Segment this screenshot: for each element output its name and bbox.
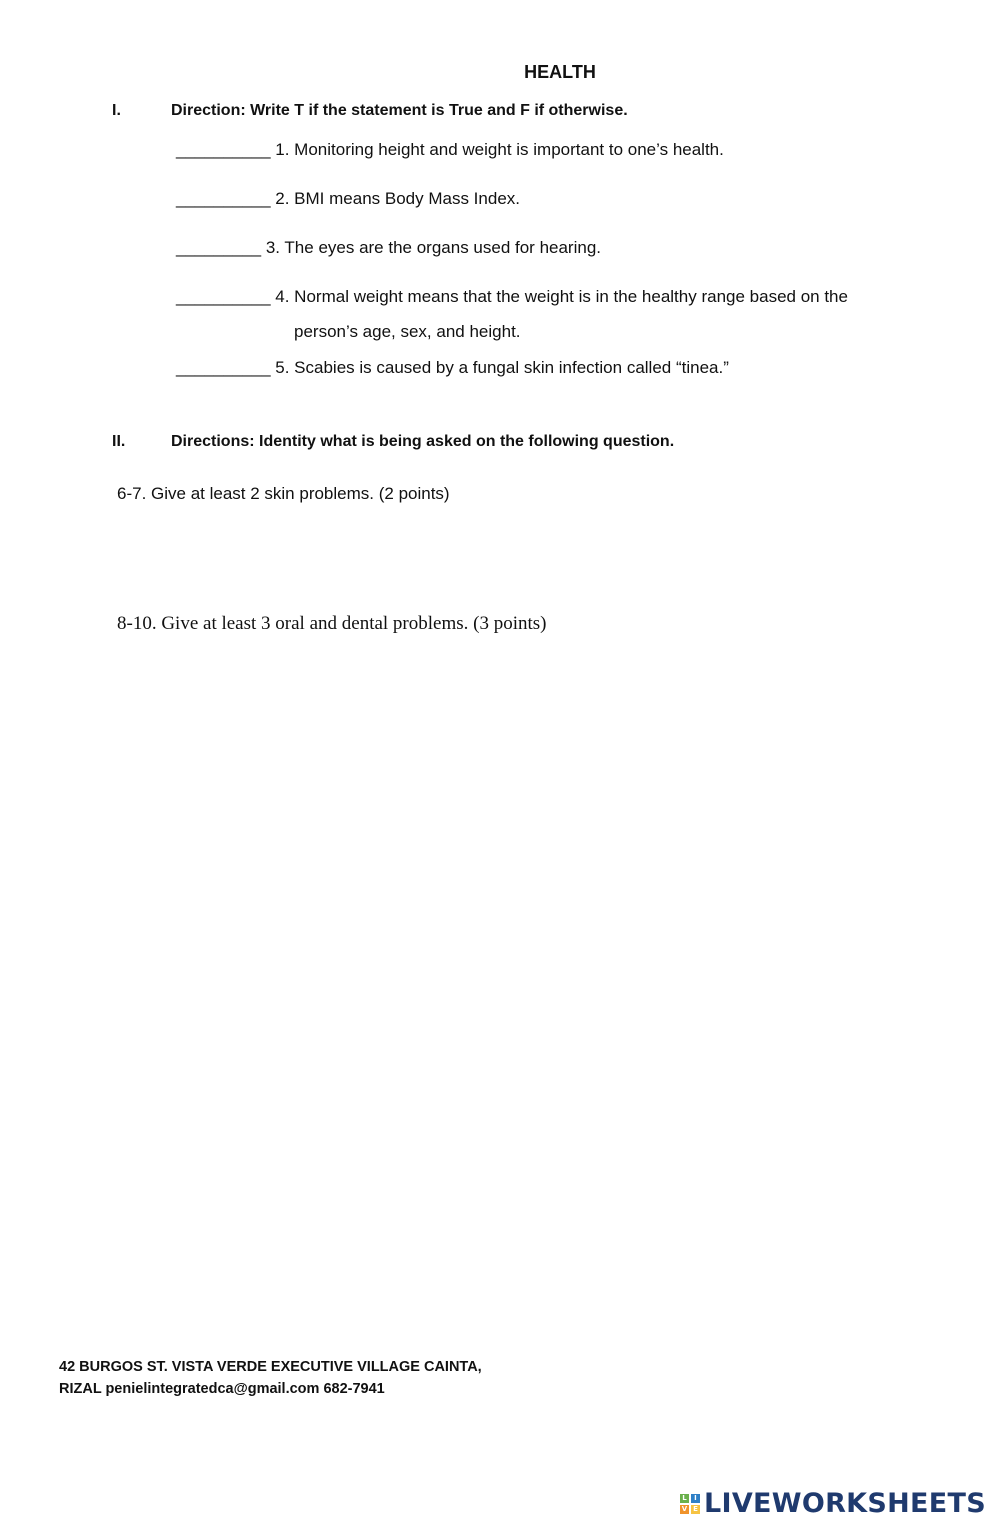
footer-address-line1: 42 BURGOS ST. VISTA VERDE EXECUTIVE VILLAGE CAINTA, <box>59 1359 482 1375</box>
statement-text: 5. Scabies is caused by a fungal skin infection called “tinea.” <box>275 358 729 377</box>
logo-tile-l: L <box>680 1494 689 1503</box>
answer-blank[interactable]: __________ <box>176 358 271 377</box>
logo-grid-icon <box>680 1494 700 1514</box>
statement-text: 2. BMI means Body Mass Index. <box>275 189 520 208</box>
statement-continuation: person’s age, sex, and height. <box>294 322 521 341</box>
statement-text: 4. Normal weight means that the weight is in the healthy range based on the <box>275 287 848 306</box>
list-item <box>176 238 601 258</box>
statement-text: 3. The eyes are the organs used for hearing. <box>265 238 602 257</box>
logo-tile-e: E <box>691 1505 700 1514</box>
answer-blank[interactable]: __________ <box>176 140 271 159</box>
answer-blank[interactable]: __________ <box>176 189 271 208</box>
logo-text: LIVEWORKSHEETS <box>703 1488 986 1519</box>
list-item <box>176 140 724 160</box>
logo-tile-i: I <box>691 1494 700 1503</box>
list-item <box>176 287 848 307</box>
liveworksheets-logo <box>680 1488 986 1519</box>
statement-text: 1. Monitoring height and weight is important to one’s health. <box>275 140 724 159</box>
footer-address-line2: RIZAL penielintegratedca@gmail.com 682-7941 <box>59 1381 385 1397</box>
section2-number: II. <box>112 433 126 450</box>
section1-direction: Direction: Write T if the statement is True and F if otherwise. <box>171 102 628 119</box>
section1-number: I. <box>112 102 121 119</box>
question-oral-dental-problems: 8-10. Give at least 3 oral and dental problems. (3 points) <box>117 613 547 634</box>
answer-blank[interactable]: __________ <box>176 287 271 306</box>
page-title: HEALTH <box>524 62 596 82</box>
list-item <box>176 189 520 209</box>
answer-blank[interactable]: _________ <box>176 238 262 257</box>
logo-tile-v: V <box>681 1505 688 1513</box>
section2-direction: Directions: Identity what is being asked on the following question. <box>171 433 675 450</box>
list-item <box>176 358 729 378</box>
question-skin-problems: 6-7. Give at least 2 skin problems. (2 points) <box>117 484 450 503</box>
